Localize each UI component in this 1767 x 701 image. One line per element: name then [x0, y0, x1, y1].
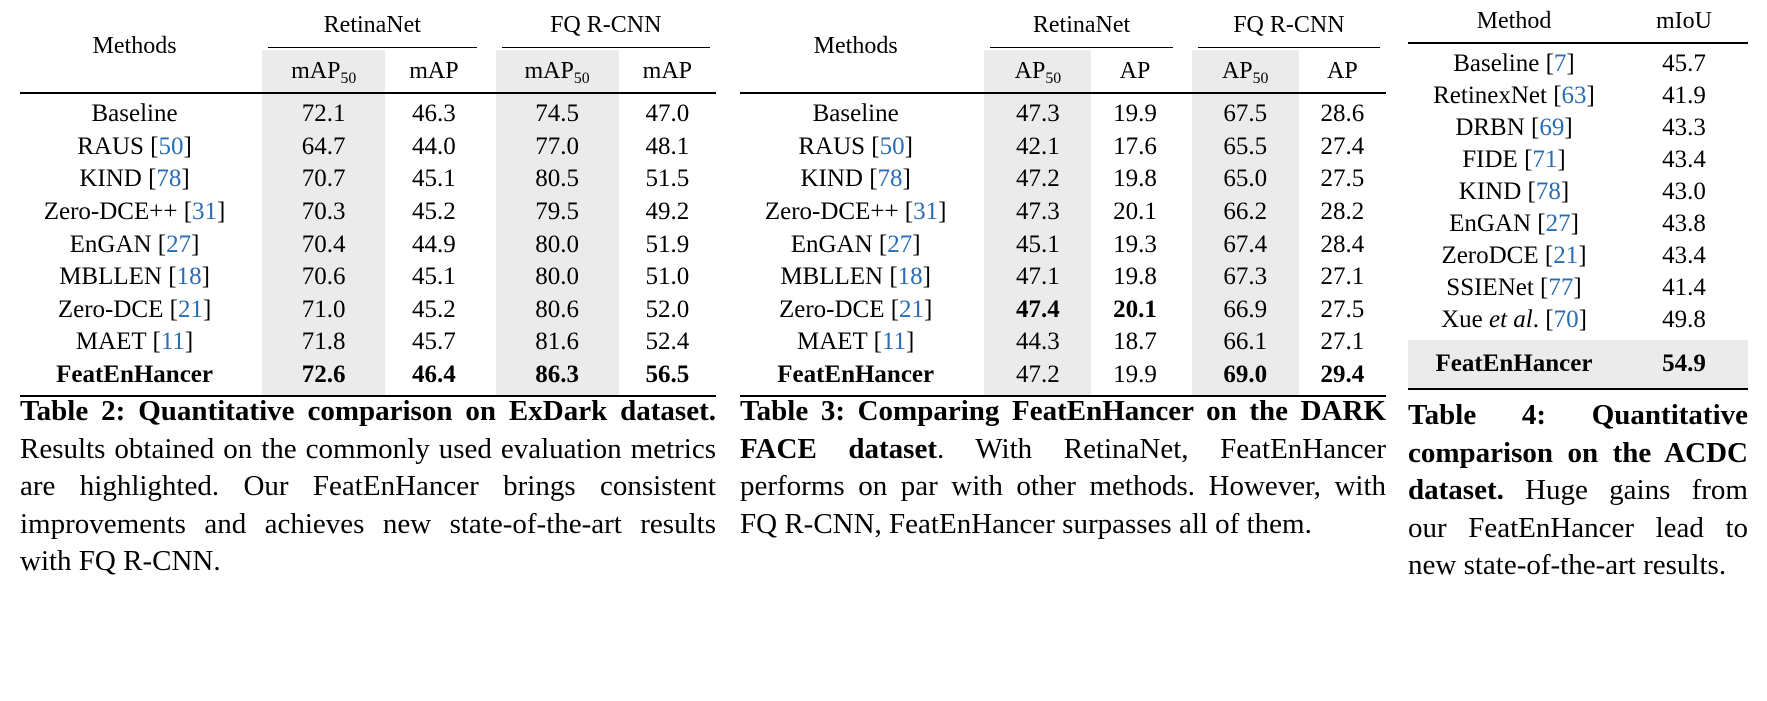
value-cell: 27.5	[1320, 165, 1365, 193]
method-cell: FeatEnHancer	[1435, 350, 1593, 377]
column-header: $AP_{50}$	[1192, 50, 1299, 93]
table-row	[20, 131, 716, 164]
method-cell: Baseline [7]	[1453, 50, 1575, 77]
value-cell: 66.1	[1192, 326, 1299, 359]
citation-link[interactable]: 21	[1553, 242, 1579, 269]
method-cell: Zero-DCE++ [31]	[764, 198, 947, 226]
table-row	[20, 359, 716, 397]
value-cell: 69.0	[1192, 359, 1299, 397]
retinanet-group-header: RetinaNet	[262, 0, 482, 50]
value-cell: 43.3	[1662, 114, 1706, 141]
value-cell: 70.7	[262, 163, 385, 196]
value-cell: 71.0	[262, 294, 385, 327]
citation-link[interactable]: 69	[1539, 114, 1565, 141]
table-row	[1408, 240, 1748, 272]
method-cell: Baseline	[91, 100, 178, 128]
method-cell: Zero-DCE [21]	[778, 295, 933, 323]
table-row	[1408, 144, 1748, 176]
value-cell: 45.2	[412, 295, 456, 323]
caption-label: Table 2: Quantitative comparison on ExDark dataset.	[20, 395, 716, 427]
method-cell: RetinexNet [63]	[1433, 82, 1595, 109]
value-cell: 80.0	[496, 261, 619, 294]
value-cell: 45.1	[412, 263, 456, 291]
value-cell: 18.7	[1113, 328, 1157, 356]
table-2	[20, 0, 716, 397]
methods-header: Methods	[813, 32, 898, 59]
table-3-caption	[740, 393, 1386, 543]
value-cell: 19.8	[1113, 263, 1157, 291]
value-cell: 81.6	[496, 326, 619, 359]
value-cell: 45.1	[412, 165, 456, 193]
table-2-caption	[20, 393, 716, 581]
citation-link[interactable]: 78	[1535, 178, 1561, 205]
value-cell: 67.3	[1192, 261, 1299, 294]
table-row	[740, 196, 1386, 229]
value-cell: 45.1	[984, 228, 1091, 261]
value-cell: 49.8	[1662, 306, 1706, 333]
citation-link[interactable]: 31	[192, 198, 218, 226]
table-row	[1408, 340, 1748, 389]
citation-link[interactable]: 18	[897, 263, 923, 291]
value-cell: 45.7	[1662, 50, 1706, 77]
citation-link[interactable]: 21	[899, 295, 925, 323]
value-cell: 47.4	[984, 294, 1091, 327]
table-row	[740, 163, 1386, 196]
value-cell: 42.1	[984, 131, 1091, 164]
citation-link[interactable]: 50	[879, 132, 905, 160]
value-cell: 17.6	[1113, 132, 1157, 160]
value-cell: 44.0	[412, 132, 456, 160]
value-cell: 56.5	[645, 361, 690, 389]
methods-header: Methods	[92, 32, 177, 59]
value-cell: 19.9	[1113, 361, 1157, 389]
value-cell: 43.0	[1662, 178, 1706, 205]
value-cell: 72.6	[262, 359, 385, 397]
table-row	[20, 326, 716, 359]
value-cell: 72.1	[262, 93, 385, 131]
column-header: mAP$_{50}$	[262, 50, 385, 93]
method-cell: KIND [78]	[79, 165, 190, 193]
value-cell: 70.3	[262, 196, 385, 229]
value-cell: 66.9	[1192, 294, 1299, 327]
value-cell: 80.0	[496, 228, 619, 261]
citation-link[interactable]: 27	[887, 230, 913, 258]
column-header: mAP	[642, 57, 693, 84]
value-cell: 79.5	[496, 196, 619, 229]
citation-link[interactable]: 50	[158, 132, 184, 160]
method-cell: FeatEnHancer	[777, 361, 935, 389]
table-4	[1408, 0, 1748, 390]
value-cell: 20.1	[1113, 295, 1157, 323]
value-cell: 20.1	[1113, 198, 1157, 226]
value-cell: 19.3	[1113, 230, 1157, 258]
caption-text: Results obtained on the commonly used evaluation metrics are highlighted. Our FeatEnHancer brings consistent improvements and achieves new state-of-the-art results with FQ R-CNN.	[20, 432, 716, 577]
method-cell: MAET [11]	[75, 328, 194, 356]
citation-link[interactable]: 7	[1553, 50, 1567, 77]
value-cell: 66.2	[1192, 196, 1299, 229]
value-cell: 67.5	[1192, 93, 1299, 131]
citation-link[interactable]: 27	[166, 230, 192, 258]
table-4-caption	[1408, 397, 1748, 585]
caption-text: . With RetinaNet, FeatEnHancer performs on par with other methods. However, with FQ R-CNN, FeatEnHancer surpasses all of them.	[740, 432, 1386, 540]
value-cell: 70.4	[262, 228, 385, 261]
value-cell: 47.3	[984, 93, 1091, 131]
value-cell: 47.1	[984, 261, 1091, 294]
method-cell: ZeroDCE [21]	[1441, 242, 1587, 269]
table-row	[1408, 80, 1748, 112]
method-cell: FeatEnHancer	[56, 361, 214, 389]
caption-label: Table 3: Comparing FeatEnHancer on the DARK FACE dataset	[740, 395, 1386, 465]
value-cell: 71.8	[262, 326, 385, 359]
method-cell: EnGAN [27]	[790, 230, 921, 258]
value-cell: 47.3	[984, 196, 1091, 229]
table-row	[1408, 176, 1748, 208]
caption-text: Huge gains from our FeatEnHancer lead to new state-of-the-art results.	[1408, 474, 1748, 581]
value-cell: 47.0	[645, 100, 690, 128]
value-cell: 47.2	[984, 359, 1091, 397]
column-header: AP	[1327, 57, 1358, 84]
value-cell: 67.4	[1192, 228, 1299, 261]
table-row	[1408, 43, 1748, 80]
table-row	[740, 131, 1386, 164]
value-cell: 77.0	[496, 131, 619, 164]
value-cell: 44.9	[412, 230, 456, 258]
value-cell: 51.9	[645, 230, 690, 258]
value-cell: 51.5	[645, 165, 690, 193]
table-row	[1408, 208, 1748, 240]
value-cell: 45.7	[412, 328, 456, 356]
value-cell: 46.3	[412, 100, 456, 128]
value-cell: 19.9	[1113, 100, 1157, 128]
value-cell: 43.4	[1662, 242, 1706, 269]
citation-link[interactable]: 11	[881, 328, 907, 356]
value-cell: 48.1	[645, 132, 690, 160]
citation-link[interactable]: 78	[877, 165, 903, 193]
table-row	[740, 326, 1386, 359]
value-cell: 86.3	[496, 359, 619, 397]
value-cell: 28.4	[1320, 230, 1365, 258]
method-cell: Zero-DCE++ [31]	[43, 198, 226, 226]
citation-link[interactable]: 18	[176, 263, 202, 291]
table-row	[740, 294, 1386, 327]
table-row	[20, 93, 716, 131]
darkface-results-table	[740, 0, 1386, 397]
value-cell: 27.4	[1320, 132, 1365, 160]
column-header: AP	[1119, 57, 1151, 84]
method-cell: Zero-DCE [21]	[57, 295, 212, 323]
table-row	[20, 294, 716, 327]
citation-link[interactable]: 27	[1545, 210, 1571, 237]
value-cell: 64.7	[262, 131, 385, 164]
column-header: $AP_{50}$	[984, 50, 1091, 93]
table-row	[740, 93, 1386, 131]
acdc-results-table	[1408, 0, 1748, 390]
citation-link[interactable]: 70	[1553, 306, 1579, 333]
value-cell: 41.4	[1662, 274, 1706, 301]
column-header: mAP	[409, 57, 459, 84]
method-cell: KIND [78]	[1458, 178, 1570, 205]
method-cell: SSIENet [77]	[1446, 274, 1582, 301]
value-cell: 52.0	[645, 295, 690, 323]
value-cell: 52.4	[645, 328, 690, 356]
value-cell: 27.5	[1320, 295, 1365, 323]
value-cell: 51.0	[645, 263, 690, 291]
value-cell: 80.5	[496, 163, 619, 196]
citation-link[interactable]: 21	[177, 295, 203, 323]
value-cell: 41.9	[1662, 82, 1706, 109]
caption-label: Table 4: Quantitative comparison on the ACDC dataset.	[1408, 399, 1748, 506]
value-cell: 65.0	[1192, 163, 1299, 196]
value-cell: 47.2	[984, 163, 1091, 196]
value-cell: 49.2	[645, 198, 690, 226]
table-row	[20, 228, 716, 261]
value-cell: 46.4	[412, 361, 456, 389]
value-cell: 28.2	[1320, 198, 1365, 226]
method-cell: KIND [78]	[800, 165, 911, 193]
method-cell: MBLLEN [18]	[780, 263, 931, 291]
method-cell: MAET [11]	[796, 328, 915, 356]
table-row	[740, 228, 1386, 261]
table-row	[1408, 272, 1748, 304]
value-cell: 29.4	[1320, 361, 1365, 389]
method-cell: Baseline	[812, 100, 899, 128]
value-cell: 44.3	[984, 326, 1091, 359]
table-3	[740, 0, 1386, 397]
value-cell: 80.6	[496, 294, 619, 327]
citation-link[interactable]: 71	[1532, 146, 1558, 173]
method-cell: EnGAN [27]	[1449, 210, 1579, 237]
citation-link[interactable]: 63	[1561, 82, 1587, 109]
value-cell: 70.6	[262, 261, 385, 294]
retinanet-group-header: RetinaNet	[984, 0, 1178, 50]
citation-link[interactable]: 77	[1548, 274, 1574, 301]
value-cell: 43.8	[1662, 210, 1706, 237]
table-row	[1408, 304, 1748, 340]
citation-link[interactable]: 11	[160, 328, 185, 356]
column-header: mAP$_{50}$	[496, 50, 619, 93]
table-row	[20, 261, 716, 294]
method-cell: FIDE [71]	[1462, 146, 1566, 173]
method-header: Method	[1476, 7, 1552, 34]
value-cell: 27.1	[1320, 328, 1365, 356]
method-cell: DRBN [69]	[1455, 114, 1573, 141]
value-cell: 65.5	[1192, 131, 1299, 164]
value-cell: 28.6	[1320, 100, 1365, 128]
table-row	[1408, 112, 1748, 144]
value-cell: 45.2	[412, 198, 456, 226]
value-cell: 43.4	[1662, 146, 1706, 173]
method-cell: Xue et al. [70]	[1441, 306, 1587, 333]
citation-link[interactable]: 31	[913, 198, 939, 226]
method-cell: MBLLEN [18]	[59, 263, 210, 291]
value-cell: 27.1	[1320, 263, 1365, 291]
table-row	[20, 196, 716, 229]
table-row	[740, 261, 1386, 294]
value-cell: 54.9	[1662, 350, 1706, 377]
citation-link[interactable]: 78	[156, 165, 182, 193]
method-cell: EnGAN [27]	[69, 230, 200, 258]
miou-header: mIoU	[1656, 7, 1712, 34]
method-cell: RAUS [50]	[77, 132, 192, 160]
fqrcnn-group-header: FQ R-CNN	[1192, 0, 1386, 50]
exdark-results-table	[20, 0, 716, 397]
table-row	[20, 163, 716, 196]
fqrcnn-group-header: FQ R-CNN	[496, 0, 716, 50]
table-row	[740, 359, 1386, 397]
value-cell: 19.8	[1113, 165, 1157, 193]
value-cell: 74.5	[496, 93, 619, 131]
method-cell: RAUS [50]	[798, 132, 913, 160]
